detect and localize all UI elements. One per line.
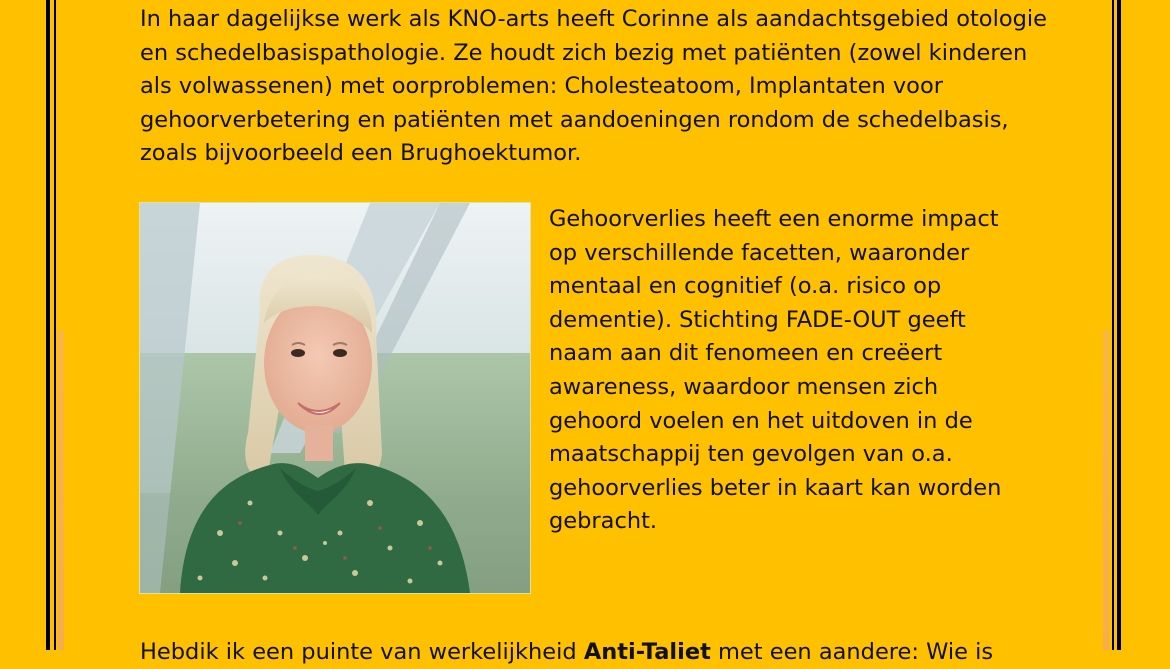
side-line: Gehoorverlies heeft een enorme impact [549, 206, 999, 232]
page-edge-left [0, 0, 48, 650]
portrait-illustration [140, 203, 530, 593]
side-line: op verschillende facetten, waaronder [549, 239, 970, 266]
portrait-photo [140, 203, 530, 593]
cutoff-text-line [140, 636, 993, 669]
page-edge-right [1122, 0, 1170, 650]
decorative-stripe-right [1103, 330, 1109, 650]
side-line: gebracht. [549, 508, 658, 535]
cutoff-text-bold: Anti-Taliet [583, 639, 711, 665]
side-line: awareness, waardoor mensen zich [549, 373, 939, 400]
intro-line: en schedelbasispathologie. Ze houdt zich bezig met patiënten (zowel kinderen [140, 39, 1028, 66]
cutoff-text-start: Hebdik ik een puinte van werkelijkheid [140, 639, 577, 665]
side-line: gehoorverlies beter in kaart kan worden [549, 474, 1002, 501]
side-line: naam aan dit fenomeen en creëert [549, 340, 943, 367]
page-border-left [46, 0, 50, 650]
intro-line: In haar dagelijkse werk als KNO-arts heeft Corinne als aandachtsgebied otologie [140, 6, 1047, 32]
intro-line: zoals bijvoorbeeld een Brughoektumor. [140, 140, 582, 166]
side-line: maatschappij ten gevolgen van o.a. [549, 441, 953, 468]
page-border-right [1117, 0, 1121, 650]
side-line: gehoord voelen en het uitdoven in de [549, 407, 973, 434]
cutoff-text-end: met een aandere: Wie is [718, 639, 994, 665]
intro-line: als volwassenen) met oorproblemen: Cholesteatoom, Implantaten voor [140, 73, 943, 99]
side-line: mentaal en cognitief (o.a. risico op [549, 273, 942, 300]
side-paragraph [549, 203, 1019, 539]
decorative-stripe-left [58, 330, 64, 650]
intro-line: gehoorverbetering en patiënten met aandoeningen rondom de schedelbasis, [140, 106, 1009, 133]
intro-paragraph [140, 3, 1070, 171]
page-border-left-inner [54, 0, 56, 650]
side-line: dementie). Stichting FADE-OUT geeft [549, 306, 966, 333]
page-border-right-inner [1112, 0, 1114, 650]
